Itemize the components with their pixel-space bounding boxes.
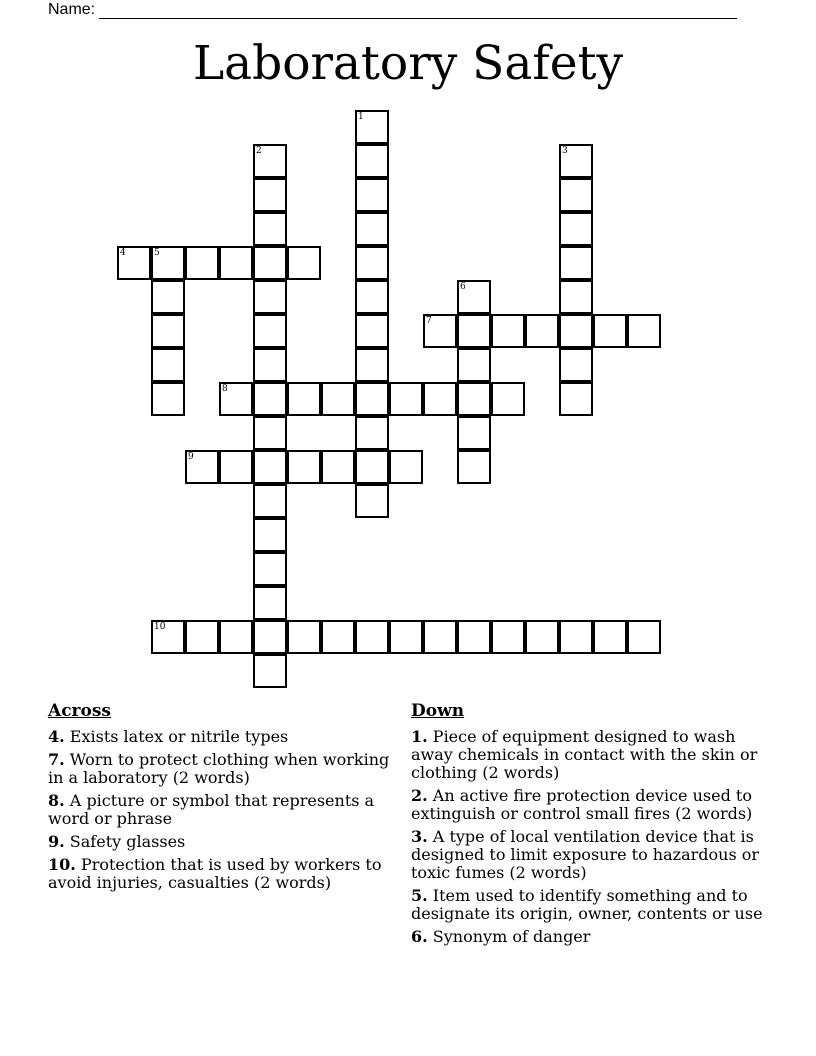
crossword-cell[interactable] [253, 552, 287, 586]
crossword-cell[interactable] [355, 416, 389, 450]
crossword-cell[interactable] [389, 450, 423, 484]
crossword-cell[interactable] [627, 314, 661, 348]
crossword-cell[interactable] [355, 212, 389, 246]
across-clue-7 [48, 751, 398, 787]
crossword-cell[interactable] [151, 246, 185, 280]
crossword-cell[interactable] [253, 212, 287, 246]
crossword-cell[interactable] [219, 620, 253, 654]
crossword-cell[interactable] [457, 314, 491, 348]
crossword-cell[interactable] [593, 620, 627, 654]
crossword-cell[interactable] [457, 450, 491, 484]
crossword-cell[interactable] [253, 586, 287, 620]
clue-text: An active fire protection device used to extinguish or control small fires (2 words) [411, 786, 753, 823]
down-clues [411, 700, 771, 951]
crossword-cell[interactable] [185, 246, 219, 280]
crossword-cell[interactable] [457, 382, 491, 416]
cell-number: 7 [426, 316, 432, 326]
crossword-cell[interactable] [559, 280, 593, 314]
cell-number: 4 [120, 248, 126, 258]
crossword-cell[interactable] [423, 620, 457, 654]
clue-number: 7. [48, 750, 65, 769]
clue-number: 3. [411, 827, 428, 846]
cell-number: 10 [154, 622, 166, 632]
cell-number: 2 [256, 146, 262, 156]
crossword-cell[interactable] [355, 178, 389, 212]
down-clue-5 [411, 887, 771, 923]
page-title: Laboratory Safety [192, 36, 624, 91]
crossword-cell[interactable] [321, 620, 355, 654]
across-clue-4 [48, 728, 398, 746]
clue-number: 1. [411, 727, 428, 746]
cell-number: 8 [222, 384, 228, 394]
crossword-cell[interactable] [355, 280, 389, 314]
crossword-cell[interactable] [287, 620, 321, 654]
clue-text: Protection that is used by workers to avoid injuries, casualties (2 words) [48, 855, 382, 892]
crossword-cell[interactable] [559, 348, 593, 382]
crossword-cell[interactable] [355, 314, 389, 348]
clue-number: 8. [48, 791, 65, 810]
clue-text: Exists latex or nitrile types [69, 727, 289, 746]
cell-number: 5 [154, 248, 160, 258]
across-clue-8 [48, 792, 398, 828]
across-heading: Across [48, 701, 111, 721]
crossword-cell[interactable] [253, 314, 287, 348]
crossword-cell[interactable] [355, 246, 389, 280]
crossword-cell[interactable] [185, 450, 219, 484]
crossword-cell[interactable] [321, 382, 355, 416]
crossword-cell[interactable] [525, 314, 559, 348]
crossword-cell[interactable] [253, 144, 287, 178]
across-clues [48, 700, 398, 897]
clue-text: A type of local ventilation device that is designed to limit exposure to hazardous or toxic fumes (2 words) [411, 827, 760, 882]
down-heading: Down [411, 701, 465, 721]
crossword-cell[interactable] [457, 348, 491, 382]
crossword-cell[interactable] [457, 416, 491, 450]
crossword-cell[interactable] [287, 382, 321, 416]
clue-text: Safety glasses [69, 832, 186, 851]
crossword-cell[interactable] [253, 348, 287, 382]
crossword-cell[interactable] [287, 246, 321, 280]
crossword-cell[interactable] [559, 212, 593, 246]
down-clue-1 [411, 728, 771, 782]
crossword-cell[interactable] [593, 314, 627, 348]
clue-number: 10. [48, 855, 76, 874]
crossword-cell[interactable] [355, 144, 389, 178]
clue-text: Synonym of danger [432, 927, 591, 946]
crossword-cell[interactable] [151, 382, 185, 416]
crossword-cell[interactable] [253, 382, 287, 416]
name-label: Name: [48, 1, 96, 18]
crossword-cell[interactable] [253, 246, 287, 280]
crossword-cell[interactable] [253, 620, 287, 654]
crossword-cell[interactable] [559, 144, 593, 178]
crossword-cell[interactable] [219, 450, 253, 484]
crossword-cell[interactable] [491, 620, 525, 654]
crossword-cell[interactable] [355, 382, 389, 416]
crossword-cell[interactable] [559, 620, 593, 654]
crossword-cell[interactable] [185, 620, 219, 654]
clue-text: A picture or symbol that represents a word or phrase [48, 791, 375, 828]
across-clue-10 [48, 856, 398, 892]
cell-number: 6 [460, 282, 466, 292]
crossword-cell[interactable] [253, 178, 287, 212]
crossword-cell[interactable] [559, 178, 593, 212]
crossword-cell[interactable] [559, 314, 593, 348]
clue-number: 9. [48, 832, 65, 851]
crossword-cell[interactable] [389, 382, 423, 416]
clue-number: 5. [411, 886, 428, 905]
clue-text: Item used to identify something and to designate its origin, owner, contents or use [411, 886, 763, 923]
across-clue-9 [48, 833, 398, 851]
crossword-cell[interactable] [117, 246, 151, 280]
down-clue-6 [411, 928, 771, 946]
cell-number: 3 [562, 146, 568, 156]
crossword-cell[interactable] [151, 280, 185, 314]
crossword-cell[interactable] [355, 110, 389, 144]
crossword-cell[interactable] [491, 314, 525, 348]
crossword-cell[interactable] [525, 620, 559, 654]
down-clue-3 [411, 828, 771, 882]
clue-text: Piece of equipment designed to wash away chemicals in contact with the skin or clothing (2 words) [411, 727, 758, 782]
crossword-cell[interactable] [253, 484, 287, 518]
crossword-cell[interactable] [253, 280, 287, 314]
crossword-cell[interactable] [151, 620, 185, 654]
crossword-cell[interactable] [151, 314, 185, 348]
crossword-cell[interactable] [287, 450, 321, 484]
crossword-cell[interactable] [559, 246, 593, 280]
down-clue-2 [411, 787, 771, 823]
crossword-cell[interactable] [253, 416, 287, 450]
crossword-cell[interactable] [559, 382, 593, 416]
clue-text: Worn to protect clothing when working in a laboratory (2 words) [48, 750, 390, 787]
crossword-cell[interactable] [253, 450, 287, 484]
crossword-cell[interactable] [253, 654, 287, 688]
crossword-cell[interactable] [151, 348, 185, 382]
clue-number: 2. [411, 786, 428, 805]
crossword-cell[interactable] [355, 450, 389, 484]
clue-number: 4. [48, 727, 65, 746]
crossword-cell[interactable] [389, 620, 423, 654]
clue-number: 6. [411, 927, 428, 946]
crossword-cell[interactable] [423, 382, 457, 416]
crossword-cell[interactable] [355, 620, 389, 654]
crossword-cell[interactable] [253, 518, 287, 552]
cell-number: 9 [188, 452, 194, 462]
crossword-cell[interactable] [627, 620, 661, 654]
crossword-cell[interactable] [491, 382, 525, 416]
crossword-cell[interactable] [355, 348, 389, 382]
cell-number: 1 [358, 112, 364, 122]
crossword-cell[interactable] [457, 280, 491, 314]
crossword-cell[interactable] [219, 246, 253, 280]
crossword-cell[interactable] [355, 484, 389, 518]
crossword-cell[interactable] [321, 450, 355, 484]
crossword-cell[interactable] [219, 382, 253, 416]
crossword-cell[interactable] [423, 314, 457, 348]
crossword-cell[interactable] [457, 620, 491, 654]
